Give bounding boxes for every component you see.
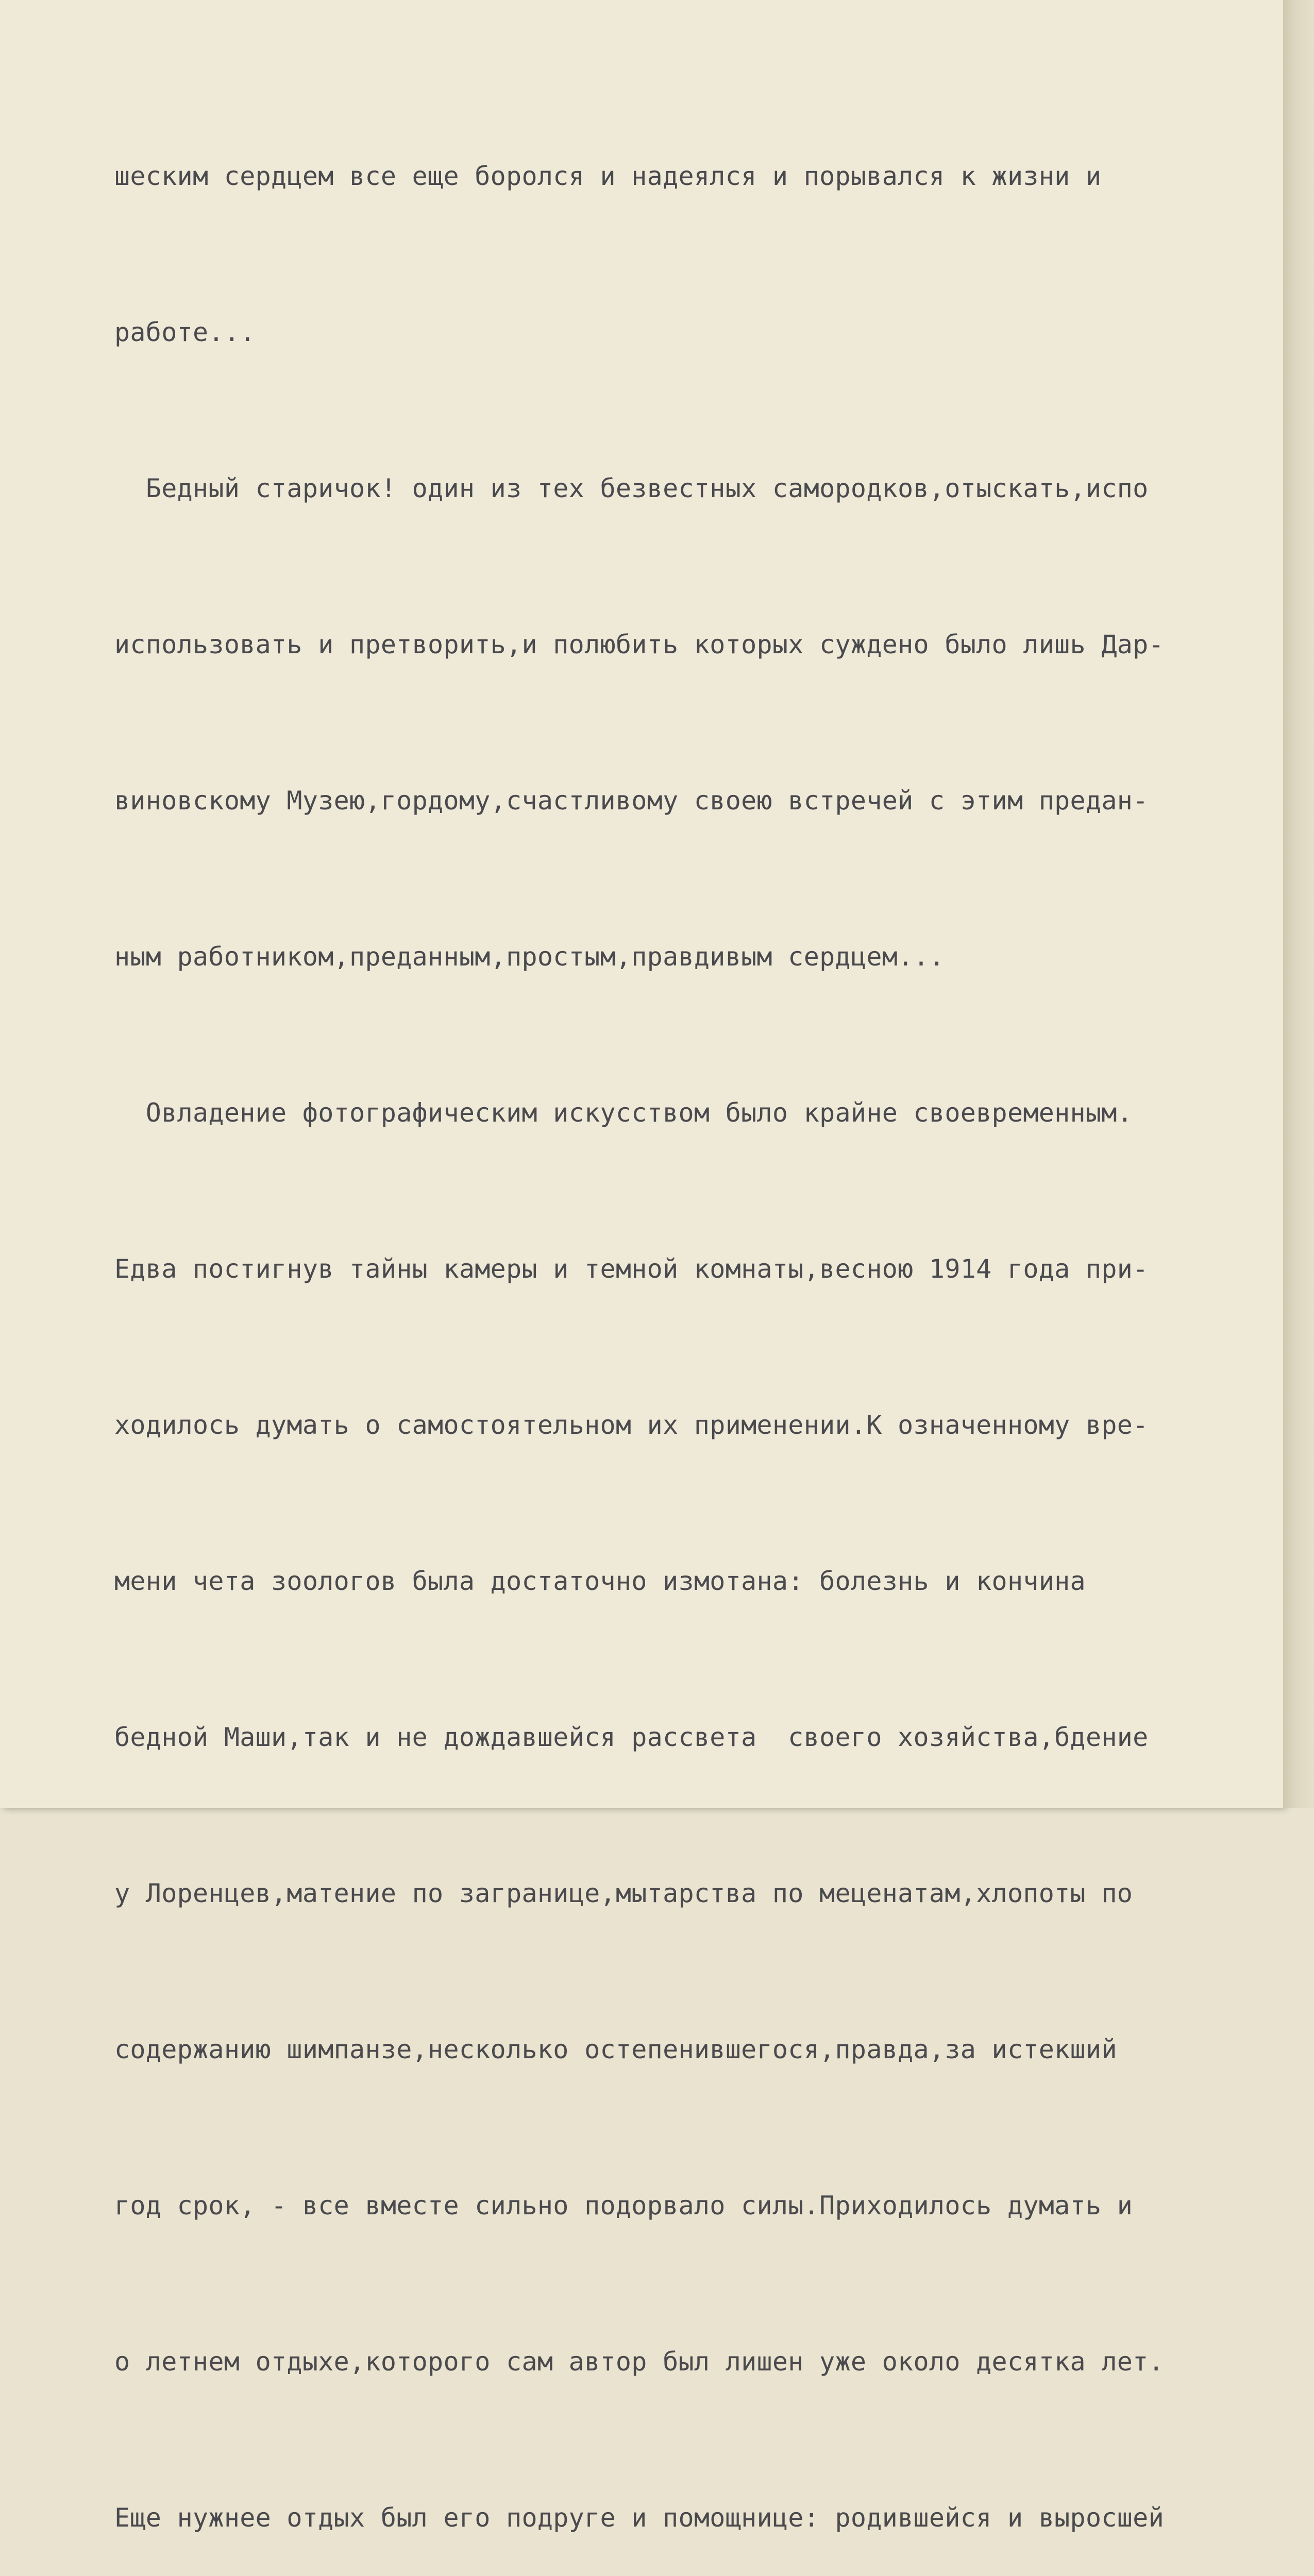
text-line: содержанию шимпанзе,несколько остепенившегося,правда,за истекший — [114, 2035, 1117, 2064]
text-line: мени чета зоологов была достаточно измотана: болезнь и кончина — [114, 1566, 1086, 1596]
text-line: Овладение фотографическим искусством было крайне своевременным. — [114, 1098, 1133, 1128]
text-line: работе... — [114, 317, 256, 347]
text-line: Бедный старичок! один из тех безвестных самородков,отыскать,испо — [114, 473, 1149, 503]
text-line: у Лоренцев,матение по загранице,мытарства по меценатам,хлопоты по — [114, 1878, 1133, 1908]
text-line: виновскому Музею,гордому,счастливому своею встречей с этим предан- — [114, 786, 1149, 816]
text-line: о летнем отдыхе,которого сам автор был лишен уже около десятка лет. — [114, 2347, 1164, 2377]
text-line: ным работником,преданным,простым,правдивым сердцем... — [114, 942, 945, 972]
text-line: бедной Маши,так и не дождавшейся рассвета своего хозяйства,бдение — [114, 1722, 1149, 1752]
text-line: Еще нужнее отдых был его подруге и помощнице: родившейся и выросшей — [114, 2503, 1164, 2533]
text-line: использовать и претворить,и полюбить которых суждено было лишь Дар- — [114, 630, 1164, 659]
typewritten-text — [114, 46, 1269, 2576]
text-line: ходилось думать о самостоятельном их применении.К означенному вре- — [114, 1410, 1149, 1440]
text-line: год срок, - все вместе сильно подорвало силы.Приходилось думать и — [114, 2191, 1133, 2221]
page-edge — [1283, 0, 1314, 1808]
text-line: шеским сердцем все еще боролся и надеялся и порывался к жизни и — [114, 161, 1102, 191]
text-line: Едва постигнув тайны камеры и темной комнаты,весною 1914 года при- — [114, 1254, 1149, 1284]
